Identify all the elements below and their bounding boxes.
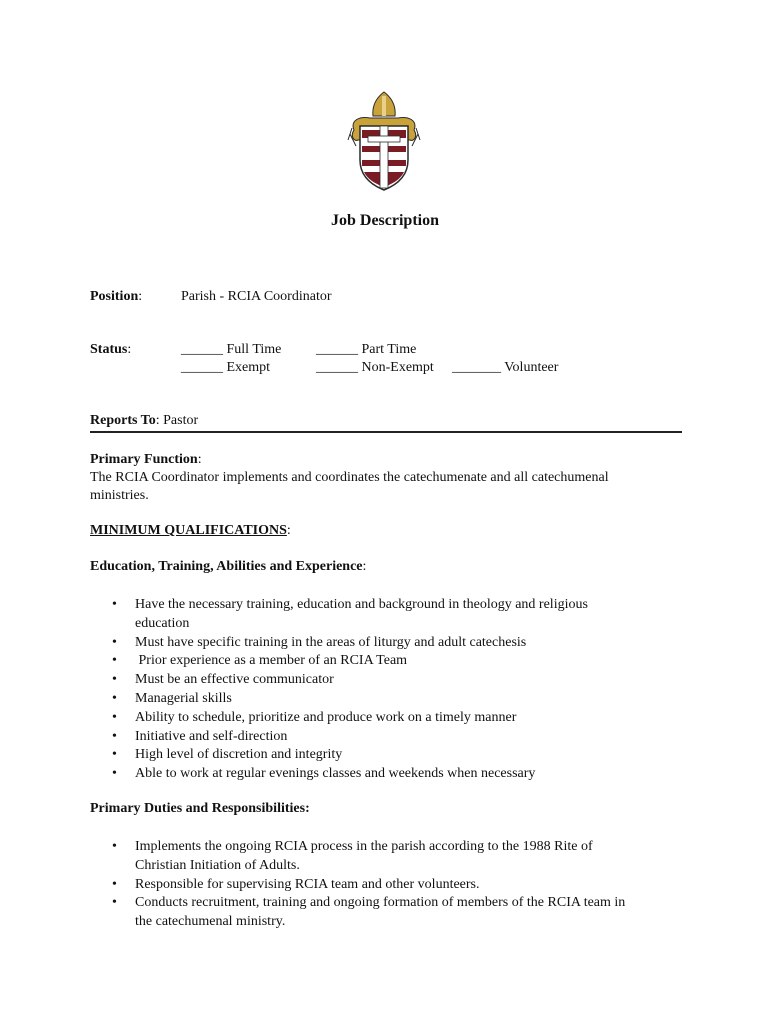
list-item — [90, 894, 695, 932]
status-option-full-time: ______ Full Time — [181, 342, 282, 357]
coat-of-arms-icon — [346, 90, 422, 194]
position-label: Position — [90, 289, 139, 304]
list-item-text: • Must be an effective communicator — [135, 672, 334, 688]
page-title: Job Description — [331, 212, 439, 229]
section-divider — [90, 431, 682, 433]
list-item — [90, 765, 695, 784]
position-value: Parish - RCIA Coordinator — [181, 289, 332, 304]
status-option-non-exempt: ______ Non-Exempt — [316, 360, 434, 375]
list-item — [90, 671, 695, 690]
list-item-text: education — [135, 615, 190, 631]
primary-function-section — [90, 451, 690, 505]
list-item-text: the catechumenal ministry. — [135, 914, 286, 930]
list-item — [90, 728, 695, 747]
list-item-text: • Prior experience as a member of an RCIA Team — [135, 653, 408, 669]
status-option-exempt: ______ Exempt — [181, 360, 271, 375]
list-item-text: • Must have specific training in the areas of liturgy and adult catechesis — [135, 634, 527, 650]
list-item-text: • Ability to schedule, prioritize and produce work on a timely manner — [135, 709, 517, 725]
list-item — [90, 876, 695, 895]
list-item-text: • Managerial skills — [135, 690, 232, 706]
list-item — [90, 596, 695, 634]
status-option-volunteer: _______ Volunteer — [452, 360, 559, 375]
education-label: Education, Training, Abilities and Experience — [90, 559, 363, 574]
list-item-text: • Implements the ongoing RCIA process in the parish according to the 1988 Rite of — [135, 839, 593, 854]
list-item-text: • High level of discretion and integrity — [135, 747, 343, 763]
list-item — [90, 838, 695, 876]
list-item — [90, 634, 695, 653]
status-option-part-time: ______ Part Time — [316, 342, 417, 357]
reports-to-colon: : — [155, 413, 160, 428]
status-row — [90, 342, 131, 358]
list-item-text: • Responsible for supervising RCIA team and other volunteers. — [135, 876, 480, 892]
duties-heading: Primary Duties and Responsibilities: — [90, 801, 310, 816]
list-item — [90, 746, 695, 765]
primary-function-text-1: The RCIA Coordinator implements and coordinates the catechumenate and all catechumenal — [90, 470, 609, 485]
education-heading — [90, 559, 366, 575]
reports-to-row — [90, 413, 198, 429]
education-colon: : — [362, 559, 367, 574]
status-label: Status — [90, 342, 128, 357]
qualifications-list — [90, 596, 695, 784]
list-item — [90, 690, 695, 709]
duties-list — [90, 838, 695, 932]
reports-to-value: Pastor — [159, 413, 199, 428]
min-qualifications-colon: : — [286, 523, 291, 538]
min-qualifications-heading — [90, 523, 291, 539]
reports-to-label: Reports To — [90, 413, 156, 428]
list-item-text: • Have the necessary training, education and background in theology and religious — [135, 597, 588, 612]
list-item — [90, 709, 695, 728]
primary-function-label: Primary Function — [90, 452, 198, 467]
position-colon: : — [138, 289, 143, 304]
list-item-text: Christian Initiation of Adults. — [135, 857, 300, 873]
primary-function-text-2: ministries. — [90, 488, 149, 503]
status-colon: : — [127, 342, 132, 357]
min-qualifications-label: MINIMUM QUALIFICATIONS — [90, 523, 287, 538]
list-item-text: • Initiative and self-direction — [135, 728, 288, 744]
list-item — [90, 652, 695, 671]
list-item-text: • Conducts recruitment, training and ongoing formation of members of the RCIA team in — [135, 895, 626, 911]
list-item-text: • Able to work at regular evenings classes and weekends when necessary — [135, 766, 536, 782]
primary-function-colon: : — [197, 452, 202, 467]
position-row — [90, 289, 142, 305]
